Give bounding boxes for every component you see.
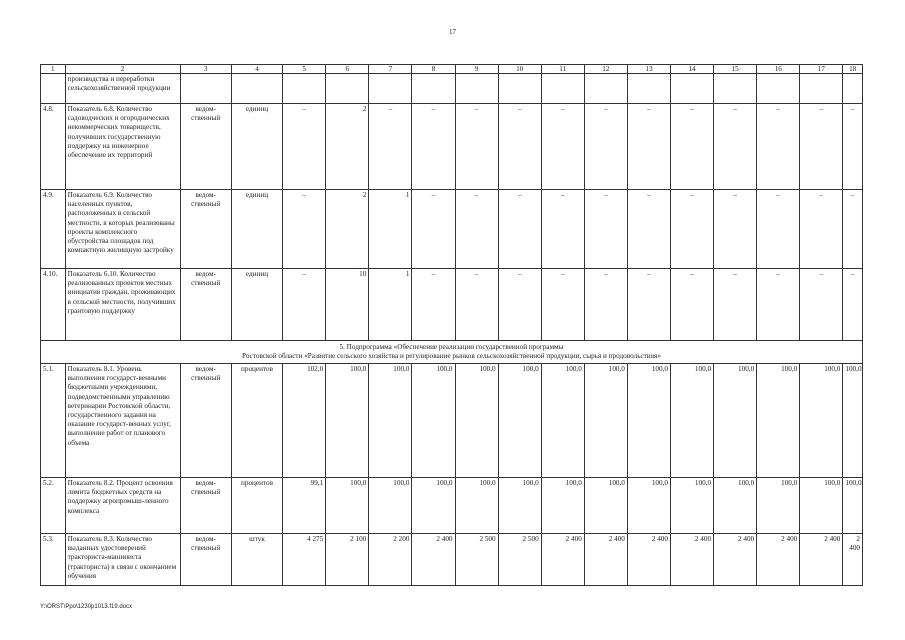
- value-cell: [800, 74, 843, 104]
- value-cell: [843, 74, 863, 104]
- unit-cell: процентов: [231, 478, 282, 534]
- indicator-type-cell: [180, 74, 231, 104]
- value-cell: 2 400: [714, 534, 757, 586]
- indicator-type-cell: ведом-ственный: [180, 190, 231, 269]
- col-header: 11: [541, 65, 584, 74]
- value-cell: 100,0: [326, 364, 369, 478]
- value-cell: –: [627, 269, 670, 341]
- value-cell: –: [498, 269, 541, 341]
- value-cell: –: [369, 104, 412, 190]
- value-cell: 100,0: [541, 478, 584, 534]
- table-row: [41, 104, 863, 190]
- value-cell: [326, 74, 369, 104]
- indicator-name-cell: Показатель 6.9. Количество населенных пунктов, расположенных в сельской местности, в которых реализованы проекты комплексного обустройства площадок под компактную жилищную застройку: [65, 190, 180, 269]
- col-header: 7: [369, 65, 412, 74]
- indicators-table: [40, 64, 863, 586]
- col-header: 17: [800, 65, 843, 74]
- value-cell: –: [541, 104, 584, 190]
- indicator-type-cell: ведом-ственный: [180, 364, 231, 478]
- value-cell: [541, 74, 584, 104]
- value-cell: 100,0: [757, 478, 800, 534]
- value-cell: 2 400: [541, 534, 584, 586]
- col-header: 13: [627, 65, 670, 74]
- value-cell: 2 400: [800, 534, 843, 586]
- value-cell: –: [283, 104, 326, 190]
- value-cell: –: [843, 104, 863, 190]
- value-cell: 99,1: [283, 478, 326, 534]
- value-cell: 100,0: [584, 364, 627, 478]
- col-header: 16: [757, 65, 800, 74]
- value-cell: [627, 74, 670, 104]
- section-title-line2: Ростовской области «Развитие сельского хозяйства и регулирование рынков сельскохозяйственной продукции, сырья и продовольствия»: [242, 352, 661, 360]
- section-row: [41, 341, 863, 364]
- indicator-type-cell: ведом-ственный: [180, 534, 231, 586]
- value-cell: 2: [326, 104, 369, 190]
- unit-cell: штук: [231, 534, 282, 586]
- unit-cell: единиц: [231, 104, 282, 190]
- value-cell: 100,0: [670, 364, 713, 478]
- indicator-type-cell: ведом-ственный: [180, 269, 231, 341]
- col-header: 18: [843, 65, 863, 74]
- value-cell: –: [843, 269, 863, 341]
- indicator-name-cell: Показатель 8.3. Количество выданных удостоверений тракториста-машиниста (тракториста) в связи с окончанием обучения: [65, 534, 180, 586]
- value-cell: –: [541, 269, 584, 341]
- value-cell: –: [800, 190, 843, 269]
- value-cell: 2 400: [670, 534, 713, 586]
- col-header: 2: [65, 65, 180, 74]
- row-number-cell: 4.10.: [41, 269, 66, 341]
- value-cell: –: [670, 269, 713, 341]
- col-header: 5: [283, 65, 326, 74]
- value-cell: 100,0: [541, 364, 584, 478]
- value-cell: [670, 74, 713, 104]
- value-cell: 102,0: [283, 364, 326, 478]
- indicator-group-4: [41, 74, 863, 341]
- col-header: 10: [498, 65, 541, 74]
- value-cell: –: [541, 190, 584, 269]
- value-cell: 100,0: [455, 478, 498, 534]
- row-number-cell: 5.2.: [41, 478, 66, 534]
- value-cell: –: [455, 104, 498, 190]
- col-header: 8: [412, 65, 455, 74]
- row-number-cell: 5.3.: [41, 534, 66, 586]
- value-cell: [412, 74, 455, 104]
- col-header: 14: [670, 65, 713, 74]
- value-cell: 100,0: [412, 478, 455, 534]
- value-cell: –: [670, 190, 713, 269]
- value-cell: 2 400: [843, 534, 863, 586]
- value-cell: 100,0: [412, 364, 455, 478]
- value-cell: 10: [326, 269, 369, 341]
- indicator-name-cell: Показатель 6.10. Количество реализованных проектов местных инициатив граждан, проживающих в сельской местности, получивших грантовую поддержку: [65, 269, 180, 341]
- table-row: [41, 269, 863, 341]
- value-cell: 100,0: [627, 364, 670, 478]
- value-cell: –: [757, 269, 800, 341]
- value-cell: –: [584, 104, 627, 190]
- file-path: Y:\ORST\Ppo\1230p1013.f19.docx: [40, 604, 133, 610]
- value-cell: 2 100: [326, 534, 369, 586]
- indicator-name-cell: Показатель 8.1. Уровень выполнения государст-венными бюджетными учреждениями, подведомственными управлению ветеринарии Ростовской области, государственного задания на оказание государст-венных услуг, выполнение работ от планового объема: [65, 364, 180, 478]
- value-cell: 2 500: [498, 534, 541, 586]
- value-cell: 100,0: [498, 478, 541, 534]
- value-cell: [498, 74, 541, 104]
- value-cell: –: [455, 269, 498, 341]
- indicator-type-cell: ведом-ственный: [180, 104, 231, 190]
- unit-cell: [231, 74, 282, 104]
- value-cell: [584, 74, 627, 104]
- section-title-line1: 5. Подпрограмма «Обеспечение реализации государственной программы: [339, 343, 564, 351]
- value-cell: –: [412, 104, 455, 190]
- indicator-group-5: [41, 364, 863, 586]
- value-cell: 100,0: [584, 478, 627, 534]
- value-cell: 100,0: [455, 364, 498, 478]
- unit-cell: единиц: [231, 190, 282, 269]
- value-cell: 100,0: [714, 364, 757, 478]
- value-cell: –: [714, 190, 757, 269]
- value-cell: –: [412, 269, 455, 341]
- value-cell: –: [670, 104, 713, 190]
- value-cell: 100,0: [843, 478, 863, 534]
- column-number-row: [41, 65, 863, 74]
- table-row: [41, 534, 863, 586]
- indicator-name-cell: производства и переработки сельскохозяйственной продукции: [65, 74, 180, 104]
- value-cell: [369, 74, 412, 104]
- value-cell: 100,0: [670, 478, 713, 534]
- value-cell: 100,0: [627, 478, 670, 534]
- section-heading: [41, 341, 863, 364]
- value-cell: 100,0: [800, 364, 843, 478]
- value-cell: –: [800, 104, 843, 190]
- col-header: 4: [231, 65, 282, 74]
- value-cell: 1: [369, 269, 412, 341]
- table-row: [41, 478, 863, 534]
- value-cell: [757, 74, 800, 104]
- row-number-cell: 5.1.: [41, 364, 66, 478]
- value-cell: 2 200: [369, 534, 412, 586]
- value-cell: –: [498, 104, 541, 190]
- value-cell: –: [498, 190, 541, 269]
- value-cell: –: [800, 269, 843, 341]
- row-number-cell: [41, 74, 66, 104]
- unit-cell: процентов: [231, 364, 282, 478]
- value-cell: 100,0: [369, 478, 412, 534]
- value-cell: –: [627, 104, 670, 190]
- value-cell: 100,0: [369, 364, 412, 478]
- row-number-cell: 4.8.: [41, 104, 66, 190]
- value-cell: 2: [326, 190, 369, 269]
- value-cell: 100,0: [757, 364, 800, 478]
- row-number-cell: 4.9.: [41, 190, 66, 269]
- value-cell: 100,0: [326, 478, 369, 534]
- value-cell: 2 400: [757, 534, 800, 586]
- col-header: 9: [455, 65, 498, 74]
- value-cell: –: [627, 190, 670, 269]
- col-header: 3: [180, 65, 231, 74]
- table-row: [41, 74, 863, 104]
- value-cell: 2 500: [455, 534, 498, 586]
- value-cell: –: [455, 190, 498, 269]
- indicator-name-cell: Показатель 6.8. Количество садоводческих и огороднических некоммерческих товариществ, получивших государственную поддержку на инженерное обеспечение их территорий: [65, 104, 180, 190]
- value-cell: –: [843, 190, 863, 269]
- value-cell: –: [283, 269, 326, 341]
- table-row: [41, 364, 863, 478]
- unit-cell: единиц: [231, 269, 282, 341]
- value-cell: 2 400: [412, 534, 455, 586]
- value-cell: 100,0: [843, 364, 863, 478]
- value-cell: –: [757, 104, 800, 190]
- col-header: 1: [41, 65, 66, 74]
- indicator-name-cell: Показатель 8.2. Процент освоения лимита бюджетных средств на поддержку агропромыш-ленного комплекса: [65, 478, 180, 534]
- col-header: 15: [714, 65, 757, 74]
- value-cell: [283, 74, 326, 104]
- value-cell: –: [584, 190, 627, 269]
- value-cell: 100,0: [800, 478, 843, 534]
- value-cell: 2 400: [584, 534, 627, 586]
- indicator-type-cell: ведом-ственный: [180, 478, 231, 534]
- value-cell: 100,0: [714, 478, 757, 534]
- value-cell: –: [584, 269, 627, 341]
- col-header: 6: [326, 65, 369, 74]
- value-cell: –: [757, 190, 800, 269]
- page-number: 17: [449, 28, 456, 36]
- value-cell: –: [412, 190, 455, 269]
- value-cell: 4 275: [283, 534, 326, 586]
- value-cell: –: [714, 104, 757, 190]
- value-cell: 1: [369, 190, 412, 269]
- value-cell: [714, 74, 757, 104]
- value-cell: –: [283, 190, 326, 269]
- value-cell: –: [714, 269, 757, 341]
- value-cell: 2 400: [627, 534, 670, 586]
- value-cell: [455, 74, 498, 104]
- col-header: 12: [584, 65, 627, 74]
- value-cell: 100,0: [498, 364, 541, 478]
- table-row: [41, 190, 863, 269]
